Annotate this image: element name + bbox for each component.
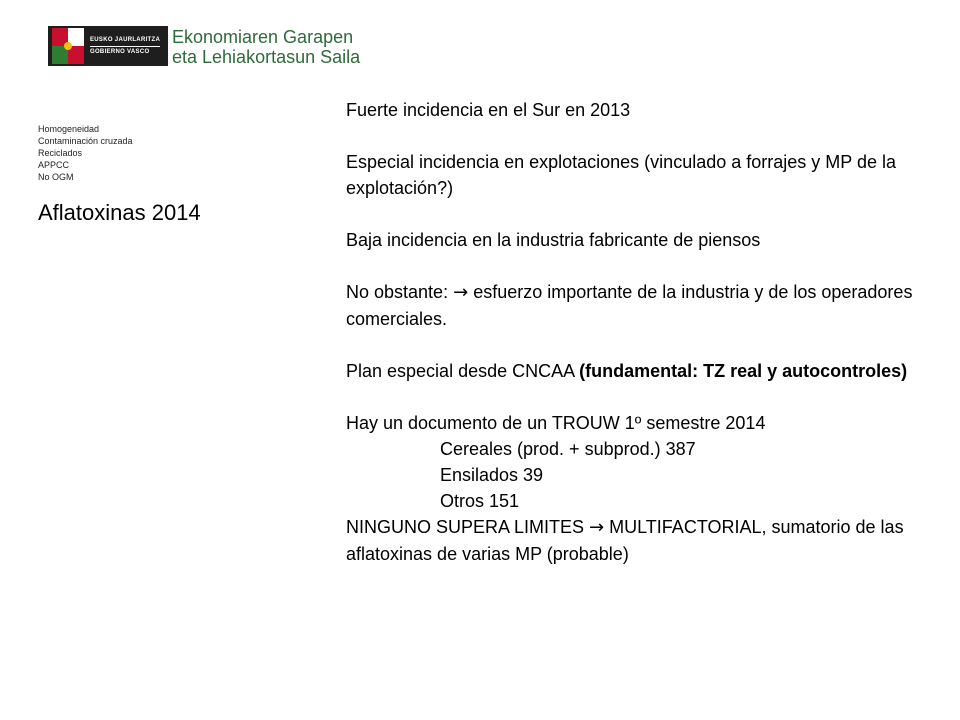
coat-of-arms-icon xyxy=(52,28,84,64)
effort-prefix: No obstante: xyxy=(346,282,449,302)
topic-item: No OGM xyxy=(38,172,74,182)
arrow-right-icon: → xyxy=(589,517,605,538)
logo-line-1: EUSKO JAURLARITZA xyxy=(90,36,161,43)
conclusion-text: MULTIFACTORIAL, sumatorio de las aflatoxinas de varias MP (probable) xyxy=(346,517,904,564)
list-item: Ensilados 39 xyxy=(440,465,544,485)
topic-item: APPCC xyxy=(38,160,70,170)
paragraph-special-plan xyxy=(346,358,931,384)
topic-item: Reciclados xyxy=(38,148,83,158)
topic-item: Homogeneidad xyxy=(38,124,100,134)
arrow-right-icon: → xyxy=(453,282,469,303)
conclusion-prefix: NINGUNO SUPERA LIMITES xyxy=(346,517,590,537)
plan-bold-text: (fundamental: TZ real y autocontroles) xyxy=(579,361,908,381)
paragraph-conclusion xyxy=(346,514,931,567)
logo-line-2: GOBIERNO VASCO xyxy=(90,48,150,55)
plan-text: Plan especial desde CNCAA xyxy=(346,361,580,381)
logo-text xyxy=(90,36,160,57)
slide-body xyxy=(346,97,931,567)
list-item: Cereales (prod. + subprod.) 387 xyxy=(440,439,696,459)
paragraph-effort xyxy=(346,279,931,332)
paragraph-south-incidence: Fuerte incidencia en el Sur en 2013 xyxy=(346,100,631,120)
slide-title: Aflatoxinas 2014 xyxy=(38,200,201,225)
government-logo xyxy=(48,26,168,66)
paragraph-industry-incidence: Baja incidencia en la industria fabricante de piensos xyxy=(346,230,761,250)
department-line-1: Ekonomiaren Garapen xyxy=(172,27,354,47)
topic-item: Contaminación cruzada xyxy=(38,136,133,146)
logo-divider xyxy=(90,46,160,47)
topic-list xyxy=(38,123,133,183)
department-name xyxy=(172,27,360,67)
list-item: Otros 151 xyxy=(440,491,520,511)
effort-text: esfuerzo importante de la industria y de los operadores comerciales. xyxy=(346,282,913,329)
paragraph-document: Hay un documento de un TROUW 1º semestre 2014 xyxy=(346,413,766,433)
department-line-2: eta Lehiakortasun Saila xyxy=(172,47,361,67)
paragraph-farm-incidence: Especial incidencia en explotaciones (vinculado a forrajes y MP de la explotación?) xyxy=(346,152,896,198)
